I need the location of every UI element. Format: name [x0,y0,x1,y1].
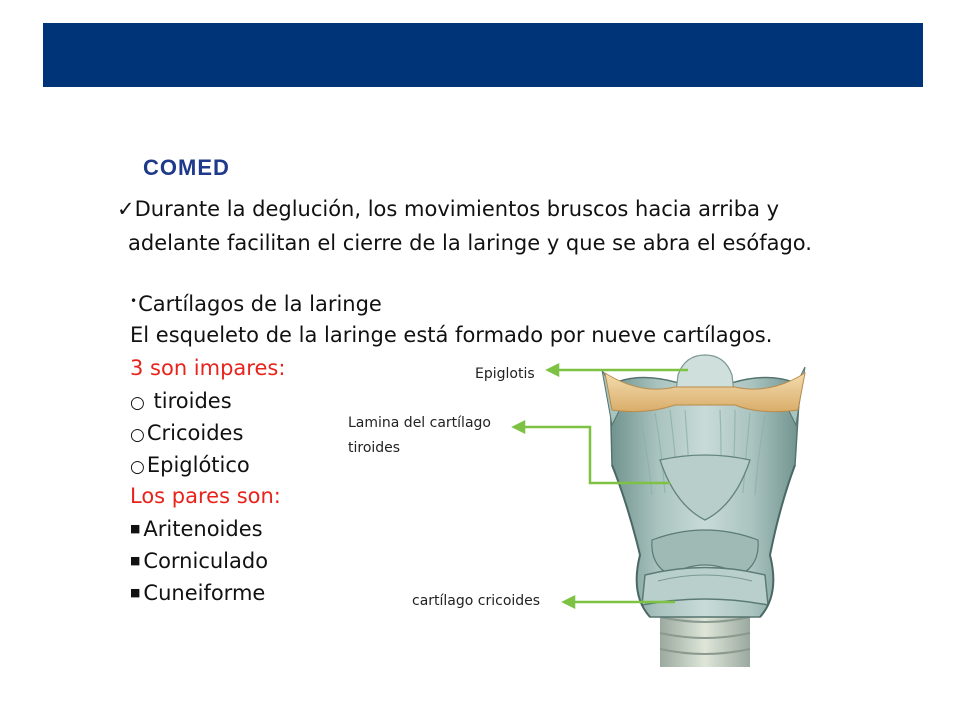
circle-bullet-icon: ○ [130,425,145,445]
pares-title: Los pares son: [130,484,281,508]
section-heading-text: Cartílagos de la laringe [138,292,382,316]
intro-text-1: Durante la deglución, los movimientos bruscos hacia arriba y [134,197,780,221]
impares-title: 3 son impares: [130,356,286,380]
par-item-label: Corniculado [143,549,269,573]
intro-line-2: adelante facilitan el cierre de la laringe y que se abra el esófago. [128,231,812,255]
impar-item-label: tiroides [153,389,232,413]
label-cricoides: cartílago cricoides [412,593,541,609]
impar-item-label: Epiglótico [146,453,250,477]
cricoid-cartilage [642,568,768,606]
bullet-icon: • [130,294,138,308]
impar-item [130,389,232,413]
circle-bullet-icon: ○ [130,393,145,413]
larynx-illustration [340,355,800,670]
header-bar [43,23,923,87]
impar-item [130,453,250,477]
impar-item [130,421,243,445]
logo-fragment: COMED [143,155,230,180]
impar-item-label: Cricoides [146,421,244,445]
par-item-label: Cuneiforme [143,581,266,605]
section-heading [130,292,382,316]
checkmark-icon: ✓ [117,197,135,221]
circle-bullet-icon: ○ [130,457,145,477]
square-bullet-icon: ■ [130,522,141,535]
label-lamina-line-2: tiroides [348,440,401,456]
label-epiglotis: Epiglotis [475,366,535,382]
par-item [130,517,263,541]
intro-line-1 [117,197,779,221]
square-bullet-icon: ■ [130,586,141,599]
par-item [130,549,268,573]
par-item [130,581,265,605]
section-description: El esqueleto de la laringe está formado por nueve cartílagos. [130,323,773,347]
square-bullet-icon: ■ [130,554,141,567]
label-lamina-line-1: Lamina del cartílago [348,415,491,431]
par-item-label: Aritenoides [143,517,263,541]
